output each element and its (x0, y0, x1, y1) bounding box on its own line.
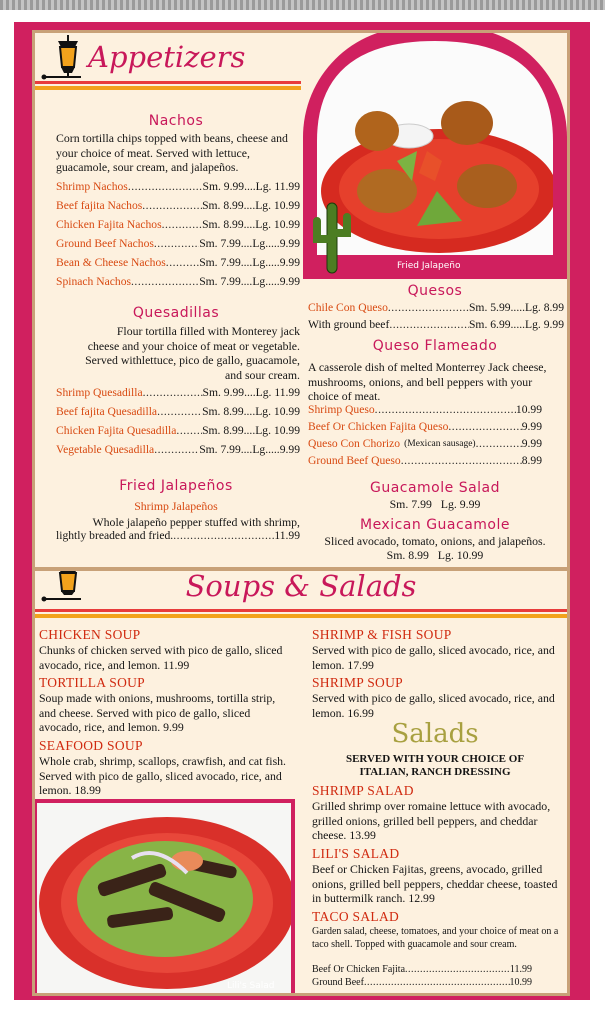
menu-item (308, 419, 542, 435)
salads-heading: Salads (391, 719, 479, 749)
soup-description: Whole crab, shrimp, scallops, crawfish, and cat fish. Served with pico de gallo, sliced avocado, rice, and lemon. 18.99 (39, 754, 287, 797)
item-name: Chicken Fajita Quesadilla (56, 424, 177, 437)
title-stripe (35, 609, 567, 618)
cactus-icon (309, 199, 355, 275)
item-price: Sm. 7.99....Lg.....9.99 (199, 256, 300, 269)
fried-jalapenos-description: Whole jalapeño pepper stuffed with shrimp, (92, 515, 300, 529)
item-name: Chile Con Queso (308, 301, 388, 314)
appetizers-title: Appetizers (88, 40, 246, 74)
item-price: 8.99 (521, 454, 542, 467)
item-name: Vegetable Quesadilla (56, 443, 155, 456)
menu-item (312, 976, 532, 989)
quesos-heading: Quesos (407, 283, 463, 299)
salad-description: Beef or Chicken Fajitas, greens, avocado, grilled onions, grilled bell peppers, cheddar cheese, toasted in buttermilk ranch. 12.99 (312, 862, 558, 905)
fried-jalapenos-heading: Fried Jalapeños (119, 478, 233, 494)
guacamole-salad-heading: Guacamole Salad (369, 480, 501, 496)
item-name: Ground Beef Nachos (56, 237, 154, 250)
item-name: Shrimp Nachos (56, 180, 128, 193)
menu-item (56, 217, 300, 233)
item-name: Ground Beef Queso (308, 454, 401, 467)
menu-item (308, 402, 542, 418)
item-price: 10.99 (509, 977, 532, 988)
menu-item (308, 453, 542, 469)
queso-flameado-heading: Queso Flameado (372, 338, 498, 354)
item-name: Shrimp Queso (308, 403, 375, 416)
menu-item (56, 179, 300, 195)
top-scroll-strip (0, 0, 605, 10)
item-price: Sm. 7.99....Lg.....9.99 (199, 275, 300, 288)
menu-item (312, 963, 532, 976)
item-price: Sm. 8.99....Lg. 10.99 (202, 218, 300, 231)
menu-item (56, 255, 300, 271)
fried-jalapeno-caption: Fried Jalapeño (397, 261, 461, 271)
menu-item (56, 423, 300, 439)
nachos-heading: Nachos (148, 113, 204, 129)
item-price: Sm. 5.99.....Lg. 8.99 (468, 301, 564, 314)
menu-item (56, 198, 300, 214)
item-price: 9.99 (521, 420, 542, 433)
quesadillas-heading: Quesadillas (132, 305, 220, 321)
salad-name: TACO SALAD (312, 909, 400, 924)
menu-item (308, 300, 564, 316)
menu-item (56, 528, 300, 544)
soup-name: TORTILLA SOUP (39, 675, 145, 690)
item-name: Ground Beef (312, 977, 364, 988)
menu-item (308, 317, 564, 333)
item-name: With ground beef (308, 318, 390, 331)
title-stripe (35, 81, 301, 90)
item-price: Sm. 8.99....Lg. 10.99 (202, 199, 300, 212)
soup-name: CHICKEN SOUP (39, 627, 141, 642)
item-price: 9.99 (521, 437, 542, 450)
mexican-guacamole-description: Sliced avocado, tomato, onions, and jalapeños. (324, 534, 546, 548)
item-note: (Mexican sausage) (404, 439, 476, 449)
salad-name: SHRIMP SALAD (312, 783, 414, 798)
soups-salads-panel (32, 568, 570, 996)
mexican-guacamole-price: Sm. 8.99 Lg. 10.99 (386, 548, 484, 562)
item-price: 10.99 (515, 403, 542, 416)
salad-name: LILI'S SALAD (312, 846, 400, 861)
soups-salads-title: Soups & Salads (185, 569, 417, 603)
guacamole-salad-price: Sm. 7.99 Lg. 9.99 (389, 497, 481, 511)
menu-item (56, 236, 300, 252)
shrimp-jalapenos-subheading: Shrimp Jalapeños (134, 499, 218, 513)
nachos-description: Corn tortilla chips topped with beans, cheese and your choice of meat. Served with lettuce, guacamole, sour cream, and jalapeños. (56, 131, 288, 174)
item-price: Sm. 8.99....Lg. 10.99 (202, 405, 300, 418)
item-price: Sm. 9.99....Lg. 11.99 (202, 386, 300, 399)
salads-dressing-note: SERVED WITH YOUR CHOICE OF ITALIAN, RANCH DRESSING (345, 753, 525, 778)
item-price: Sm. 8.99....Lg. 10.99 (202, 424, 300, 437)
soup-name: SHRIMP SOUP (312, 675, 403, 690)
item-price: 11.99 (274, 529, 300, 542)
appetizers-panel (32, 30, 570, 570)
menu-item (56, 404, 300, 420)
item-name: Queso Con Chorizo (308, 437, 401, 450)
salad-description: Garden salad, cheese, tomatoes, and your choice of meat on a taco shell. Topped with guacamole and sour cream. (312, 926, 559, 950)
item-price: Sm. 7.99....Lg.....9.99 (199, 443, 300, 456)
item-name: Beef Or Chicken Fajita Queso (308, 420, 449, 433)
item-price: Sm. 6.99.....Lg. 9.99 (468, 318, 564, 331)
item-name: Chicken Fajita Nachos (56, 218, 162, 231)
salad-description: Grilled shrimp over romaine lettuce with avocado, grilled onions, grilled bell peppers, and cheddar cheese. 13.99 (312, 799, 551, 842)
lilis-salad-caption: Lili's Salad (227, 981, 275, 991)
menu-item (308, 436, 542, 452)
item-name: Beef fajita Quesadilla (56, 405, 158, 418)
menu-item (56, 385, 300, 401)
mexican-guacamole-heading: Mexican Guacamole (359, 517, 510, 533)
item-name: Spinach Nachos (56, 275, 132, 288)
menu-item (56, 442, 300, 458)
menu-item (56, 274, 300, 290)
soup-description: Chunks of chicken served with pico de gallo, sliced avocado, rice, and lemon. 11.99 (39, 643, 283, 672)
soup-name: SEAFOOD SOUP (39, 738, 143, 753)
soup-description: Soup made with onions, mushrooms, tortilla strip, and cheese. Served with pico de gallo, sliced avocado, rice, and lemon. 9.99 (39, 691, 276, 734)
item-name: Shrimp Quesadilla (56, 386, 143, 399)
item-price: 11.99 (509, 964, 532, 975)
quesadillas-description: Flour tortilla filled with Monterey jack cheese and your choice of meat or vegetable. Served withlettuce, pico de gallo, guacamole, and sour cream. (85, 324, 300, 382)
item-name: Beef fajita Nachos (56, 199, 143, 212)
soup-name: SHRIMP & FISH SOUP (312, 627, 452, 642)
item-name: lightly breaded and fried. (56, 529, 174, 542)
item-price: Sm. 7.99....Lg.....9.99 (199, 237, 300, 250)
lilis-salad-photo (37, 803, 291, 995)
item-name: Beef Or Chicken Fajita (312, 964, 406, 975)
queso-flameado-description: A casserole dish of melted Monterrey Jack cheese, mushrooms, onions, and bell peppers with your choice of meat. (308, 360, 547, 403)
soup-description: Served with pico de gallo, sliced avocado, rice, and lemon. 16.99 (312, 691, 555, 720)
soup-description: Served with pico de gallo, sliced avocado, rice, and lemon. 17.99 (312, 643, 555, 672)
item-name: Bean & Cheese Nachos (56, 256, 166, 269)
item-price: Sm. 9.99....Lg. 11.99 (202, 180, 300, 193)
